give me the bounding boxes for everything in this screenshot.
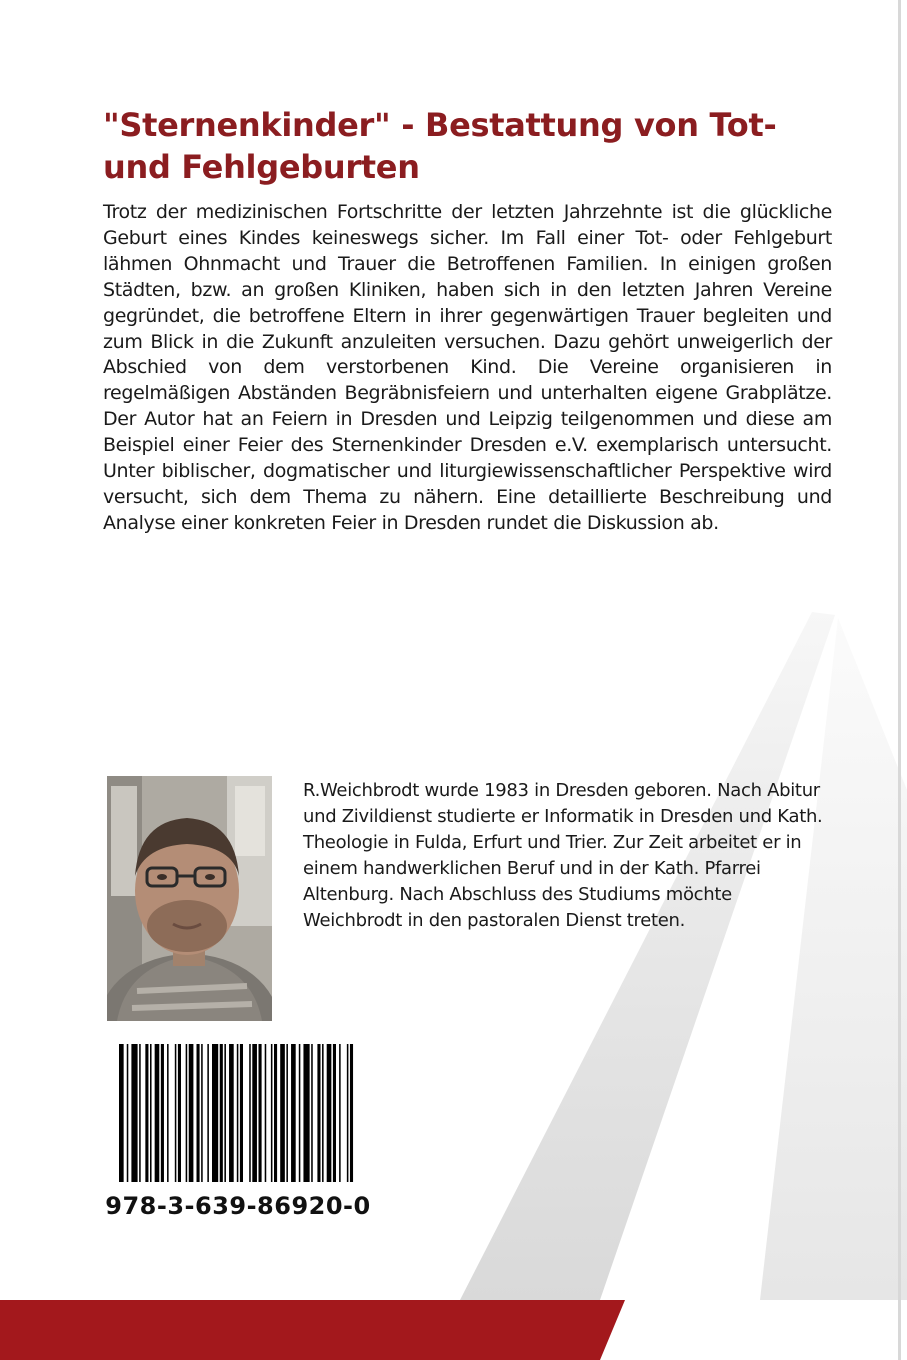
- barcode-bar: [291, 1044, 296, 1182]
- barcode-bar: [347, 1044, 349, 1182]
- barcode-bar: [299, 1044, 301, 1182]
- barcode-bar: [224, 1044, 226, 1182]
- barcode-bar: [286, 1044, 288, 1182]
- barcode-bar: [249, 1044, 251, 1182]
- barcode-bar: [350, 1044, 353, 1182]
- barcode-bar: [139, 1044, 141, 1182]
- barcode-bar: [119, 1044, 124, 1182]
- barcode-bar: [161, 1044, 164, 1182]
- barcode-bar: [175, 1044, 177, 1182]
- right-edge-rule: [898, 0, 901, 1360]
- barcode-bar: [197, 1044, 200, 1182]
- barcode-bar: [237, 1044, 239, 1182]
- barcode-bar: [333, 1044, 336, 1182]
- author-bio: R.Weichbrodt wurde 1983 in Dresden geboren. Nach Abitur und Zivildienst studierte er Informatik in Dresden und Kath. Theologie in Fulda, Erfurt und Trier. Zur Zeit arbeitet er in einem handwerklichen Beruf und in der Kath. Pfarrei Altenburg. Nach Abschluss des Studiums möchte Weichbrodt in den pastoralen Dienst treten.: [303, 780, 823, 931]
- barcode-bar: [229, 1044, 234, 1182]
- barcode-bar: [212, 1044, 218, 1182]
- barcode-bar: [311, 1044, 313, 1182]
- barcode-bar: [303, 1044, 309, 1182]
- barcode-bar: [322, 1044, 324, 1182]
- barcode-bar: [220, 1044, 223, 1182]
- barcode-bar: [150, 1044, 152, 1182]
- author-photo: [107, 776, 272, 1021]
- isbn-barcode: [103, 1028, 373, 1228]
- barcode-bar: [186, 1044, 188, 1182]
- barcode-bar: [271, 1044, 273, 1182]
- barcode-bar: [274, 1044, 277, 1182]
- barcode-bar: [240, 1044, 243, 1182]
- barcode-bar: [131, 1044, 137, 1182]
- barcode-bars: [117, 1044, 357, 1184]
- barcode-bar: [207, 1044, 209, 1182]
- barcode-bar: [317, 1044, 320, 1182]
- bottom-red-band: [0, 1300, 907, 1360]
- barcode-bar: [280, 1044, 285, 1182]
- barcode-bar: [252, 1044, 257, 1182]
- isbn-number: 978-3-639-86920-0: [105, 1192, 371, 1220]
- barcode-bar: [201, 1044, 203, 1182]
- barcode-bar: [339, 1044, 341, 1182]
- barcode-bar: [167, 1044, 169, 1182]
- barcode-bar: [178, 1044, 181, 1182]
- barcode-bar: [259, 1044, 262, 1182]
- book-title: "Sternenkinder" - Bestattung von Tot- und Fehlgeburten: [103, 106, 777, 186]
- barcode-bar: [265, 1044, 267, 1182]
- barcode-bar: [189, 1044, 194, 1182]
- barcode-bar: [327, 1044, 332, 1182]
- barcode-bar: [127, 1044, 129, 1182]
- book-blurb: Trotz der medizinischen Fortschritte der letzten Jahrzehnte ist die glückliche Geburt eines Kindes keineswegs sicher. Im Fall einer Tot- oder Fehlgeburt lähmen Ohnmacht und Trauer die Betroffenen Familien. In einigen großen Städten, bzw. an großen Kliniken, haben sich in den letzten Jahren Vereine gegründet, die betroffene Eltern in ihrer gegenwärtigen Trauer begleiten und zum Blick in die Zukunft anzuleiten versuchen. Dazu gehört unweigerlich der Abschied von dem verstorbenen Kind. Die Vereine organisieren in regelmäßigen Abständen Begräbnisfeiern und unterhalten eigene Grabplätze. Der Autor hat an Feiern in Dresden und Leipzig teilgenommen und diese am Beispiel einer Feier des Sternenkinder Dresden e.V. exemplarisch untersucht. Unter biblischer, dogmatischer und liturgiewissenschaftlicher Perspektive wird versucht, sich dem Thema zu nähern. Eine detaillierte Beschreibung und Analyse einer konkreten Feier in Dresden rundet die Diskussion ab.: [103, 201, 832, 534]
- barcode-bar: [145, 1044, 148, 1182]
- barcode-bar: [155, 1044, 160, 1182]
